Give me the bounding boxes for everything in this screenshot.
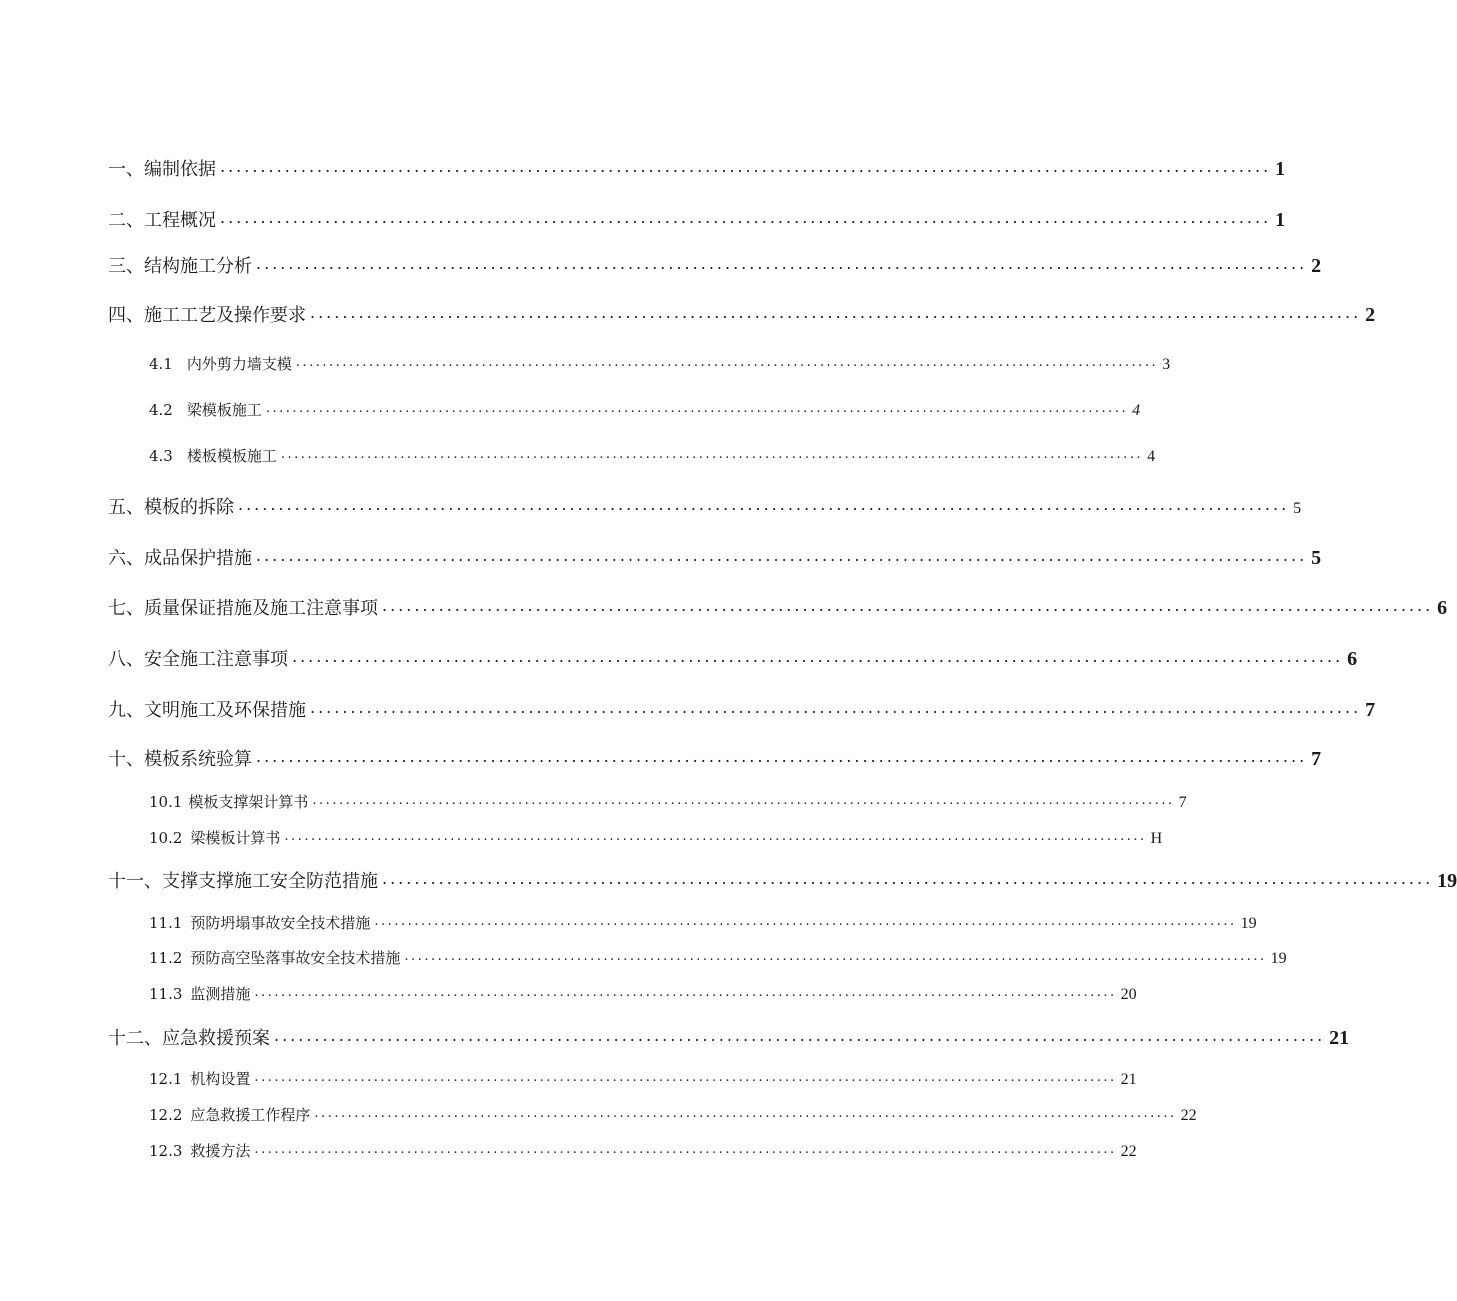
toc-entry-12-3[interactable]: [149, 1140, 1137, 1161]
toc-entry-label: 十二、应急救援预案: [108, 1028, 270, 1049]
toc-entry-label: 梁模板施工: [186, 401, 262, 419]
toc-entry-label: 三、结构施工分析: [108, 256, 252, 277]
toc-page-number: 6: [1437, 597, 1448, 619]
toc-entry-11-3[interactable]: [149, 983, 1137, 1004]
toc-entry-4-3[interactable]: [149, 445, 1156, 466]
toc-entry-11-1[interactable]: [149, 912, 1257, 933]
toc-dot-leader: ..................................................................................................................................: [404, 949, 1267, 964]
toc-entry-label: 四、施工工艺及操作要求: [108, 305, 306, 326]
toc-page-number: 7: [1178, 794, 1187, 811]
toc-page-number: 5: [1293, 500, 1302, 517]
toc-entry-yingji-jiuyuan[interactable]: [108, 1024, 1350, 1050]
toc-page-number: 19: [1270, 950, 1287, 967]
toc-entry-12-1[interactable]: [149, 1068, 1137, 1089]
toc-entry-number: 12.1: [149, 1070, 183, 1088]
toc-entry-label: 二、工程概况: [108, 210, 216, 231]
toc-entry-number: 11.1: [149, 914, 183, 932]
toc-entry-label: 救援方法: [190, 1142, 251, 1160]
toc-entry-label: 楼板模板施工: [186, 447, 277, 465]
toc-page-number: 1: [1275, 158, 1286, 180]
toc-entry-label: 十、模板系统验算: [108, 749, 252, 770]
toc-page-number: H: [1150, 830, 1163, 847]
toc-entry-label: 一、编制依据: [108, 159, 216, 180]
toc-entry-moban-chaichu[interactable]: [108, 493, 1302, 519]
toc-page-number: 3: [1162, 356, 1171, 373]
toc-entry-chengpin-baohu[interactable]: [108, 544, 1322, 570]
toc-entry-label: 七、质量保证措施及施工注意事项: [108, 598, 378, 619]
toc-page-number: 21: [1120, 1071, 1137, 1088]
toc-page-number: 1: [1275, 209, 1286, 231]
toc-entry-label: 监测措施: [190, 985, 251, 1003]
toc-entry-wenming-shigong[interactable]: [108, 696, 1376, 722]
toc-dot-leader: ..................................................................................................................................: [256, 546, 1308, 565]
toc-page-number: 21: [1329, 1027, 1350, 1049]
toc-page-number: 19: [1437, 870, 1457, 892]
toc-entry-moban-yansuan[interactable]: [108, 745, 1322, 771]
toc-page-number: 7: [1365, 699, 1376, 721]
toc-dot-leader: ..................................................................................................................................: [382, 869, 1434, 888]
toc-entry-number: 11.2: [149, 949, 183, 967]
toc-dot-leader: ..................................................................................................................................: [274, 1026, 1326, 1045]
toc-entry-anquan-shigong[interactable]: [108, 645, 1358, 671]
toc-entry-10-2[interactable]: [149, 827, 1163, 848]
toc-entry-10-1[interactable]: [149, 791, 1187, 812]
toc-dot-leader: ..................................................................................................................................: [254, 985, 1117, 1000]
toc-dot-leader: ..................................................................................................................................: [292, 647, 1344, 666]
toc-entry-number: 4.2: [149, 401, 173, 419]
toc-entry-jiegou-fenxi[interactable]: [108, 252, 1322, 278]
toc-entry-zhiliang-baozheng[interactable]: [108, 594, 1448, 620]
toc-dot-leader: ..................................................................................................................................: [256, 747, 1308, 766]
toc-entry-4-2[interactable]: [149, 399, 1141, 420]
toc-entry-label: 八、安全施工注意事项: [108, 649, 288, 670]
toc-dot-leader: ..................................................................................................................................: [284, 829, 1147, 844]
toc-entry-4-1[interactable]: [149, 353, 1171, 374]
toc-page-number: 6: [1347, 648, 1358, 670]
toc-entry-label: 梁模板计算书: [190, 829, 281, 847]
toc-entry-label: 内外剪力墙支模: [186, 355, 292, 373]
toc-dot-leader: ..................................................................................................................................: [254, 1070, 1117, 1085]
toc-entry-12-2[interactable]: [149, 1104, 1197, 1125]
toc-entry-label: 预防坍塌事故安全技术措施: [190, 914, 371, 932]
toc-dot-leader: ..................................................................................................................................: [238, 495, 1290, 514]
toc-page-number: 4: [1132, 402, 1141, 419]
toc-entry-11-2[interactable]: [149, 947, 1287, 968]
toc-page-number: 2: [1311, 255, 1322, 277]
toc-entry-number: 4.1: [149, 355, 173, 373]
toc-dot-leader: ..................................................................................................................................: [374, 914, 1237, 929]
toc-dot-leader: ..................................................................................................................................: [295, 355, 1159, 370]
toc-entry-number: 12.3: [149, 1142, 183, 1160]
toc-entry-label: 预防高空坠落事故安全技术措施: [190, 949, 401, 967]
toc-entry-label: 十一、支撑支撑施工安全防范措施: [108, 871, 378, 892]
toc-dot-leader: ..................................................................................................................................: [220, 208, 1272, 227]
toc-entry-number: 10.2: [149, 829, 183, 847]
toc-entry-number: 4.3: [149, 447, 173, 465]
toc-entry-label: 六、成品保护措施: [108, 548, 252, 569]
toc-dot-leader: ..................................................................................................................................: [310, 698, 1362, 717]
toc-dot-leader: ..................................................................................................................................: [280, 447, 1144, 462]
toc-page-number: 5: [1311, 547, 1322, 569]
toc-entry-gongcheng-gaikuang[interactable]: [108, 206, 1286, 232]
toc-page-number: 7: [1311, 748, 1322, 770]
toc-entry-zhicheng-anquan[interactable]: [108, 867, 1457, 893]
toc-page-number: 4: [1147, 448, 1156, 465]
toc-dot-leader: ..................................................................................................................................: [256, 254, 1308, 273]
toc-entry-bianzhi-yiju[interactable]: [108, 155, 1286, 181]
toc-dot-leader: ..................................................................................................................................: [314, 1106, 1177, 1121]
toc-entry-label: 五、模板的拆除: [108, 497, 234, 518]
toc-dot-leader: ..................................................................................................................................: [312, 793, 1175, 808]
toc-page-number: 22: [1120, 1143, 1137, 1160]
toc-page-number: 22: [1180, 1107, 1197, 1124]
toc-entry-label: 应急救援工作程序: [190, 1106, 311, 1124]
toc-entry-number: 12.2: [149, 1106, 183, 1124]
toc-dot-leader: ..................................................................................................................................: [310, 303, 1362, 322]
toc-page-number: 20: [1120, 986, 1137, 1003]
toc-entry-number: 10.1: [149, 793, 183, 811]
toc-entry-number: 11.3: [149, 985, 183, 1003]
toc-page-number: 19: [1240, 915, 1257, 932]
toc-dot-leader: ..................................................................................................................................: [265, 401, 1129, 416]
toc-entry-label: 九、文明施工及环保措施: [108, 700, 306, 721]
toc-entry-label: 机构设置: [190, 1070, 251, 1088]
toc-dot-leader: ..................................................................................................................................: [254, 1142, 1117, 1157]
toc-dot-leader: ..................................................................................................................................: [382, 596, 1434, 615]
toc-entry-label: 模板支撑架计算书: [188, 793, 309, 811]
toc-page-number: 2: [1365, 304, 1376, 326]
toc-dot-leader: ..................................................................................................................................: [220, 157, 1272, 176]
toc-entry-shigong-gongyi[interactable]: [108, 301, 1376, 327]
